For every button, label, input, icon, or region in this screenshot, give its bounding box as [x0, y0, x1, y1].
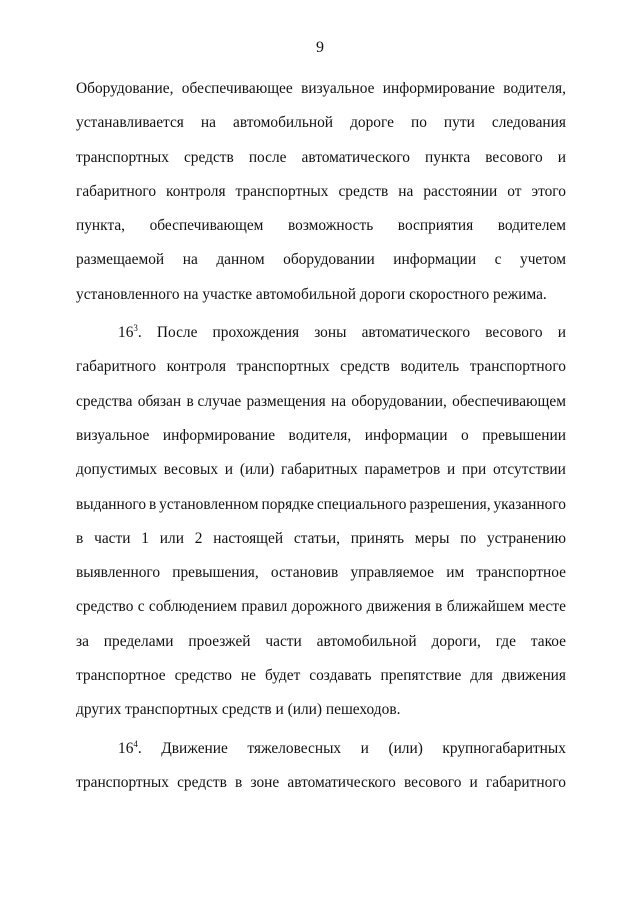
- text-line: [76, 385, 566, 419]
- word: устанавливается: [76, 114, 184, 132]
- word: движения: [501, 667, 566, 685]
- text-line: [76, 419, 566, 453]
- word: на: [182, 251, 198, 269]
- word: средств: [177, 773, 227, 791]
- paragraph-first-line: [76, 732, 566, 766]
- word: статьи,: [293, 529, 340, 547]
- word: крупногабаритных: [442, 739, 566, 757]
- word: информирование: [162, 426, 276, 444]
- word: в: [148, 495, 157, 513]
- paragraph-1: [76, 72, 566, 312]
- text-line-last: других транспортных средств и (или) пешеходов.: [76, 701, 401, 719]
- word: превышения,: [172, 564, 259, 582]
- word: не: [240, 667, 256, 685]
- word: параметров: [364, 461, 441, 479]
- word: средство: [174, 667, 232, 685]
- word: пункта,: [76, 217, 126, 235]
- word: выявленного: [76, 564, 161, 582]
- text-line: [76, 243, 566, 277]
- text-line: [76, 590, 566, 624]
- word: правил: [241, 598, 288, 616]
- word: автомобильной: [233, 114, 334, 132]
- text-line: [76, 659, 566, 693]
- word: порядке: [261, 495, 314, 513]
- word: оборудовании,: [351, 392, 447, 410]
- word: средств: [340, 358, 390, 376]
- word: автоматического: [287, 773, 396, 791]
- word: принять: [350, 529, 404, 547]
- word: отсутствии: [492, 461, 566, 479]
- word: в: [235, 773, 243, 791]
- word: или: [159, 529, 184, 547]
- word: информации: [393, 251, 477, 269]
- word: соблюдением: [148, 598, 237, 616]
- text-line: [76, 106, 566, 140]
- word: водителем: [497, 217, 566, 235]
- word: весового: [485, 148, 543, 166]
- text-line: [76, 72, 566, 106]
- word: пункта: [425, 148, 471, 166]
- text-line: [76, 350, 566, 384]
- text-line: [76, 522, 566, 556]
- word: в случае: [186, 392, 242, 410]
- text-line-last: установленного на участке автомобильной дороги скоростного режима.: [76, 285, 547, 303]
- word: о: [460, 426, 469, 444]
- page-number: 9: [316, 39, 324, 56]
- word: Оборудование,: [76, 80, 174, 97]
- word: размещаемой: [76, 251, 165, 269]
- word: транспортных: [76, 773, 169, 791]
- word: информирование: [382, 80, 495, 97]
- word: автомобильной: [316, 632, 417, 650]
- word: 1: [141, 529, 149, 547]
- word: установленном: [159, 495, 259, 513]
- word: обеспечивающем: [452, 392, 566, 410]
- word: обеспечивающем: [149, 217, 264, 235]
- word: на: [200, 114, 216, 132]
- word: им: [446, 564, 465, 582]
- word: превышении: [482, 426, 566, 444]
- word: на: [331, 392, 347, 410]
- word: габаритного: [485, 773, 566, 791]
- word: за: [76, 632, 89, 650]
- word: создавать: [309, 667, 372, 685]
- word: дорожного: [291, 598, 363, 616]
- word: автоматического: [361, 324, 471, 342]
- body-text: [76, 72, 566, 800]
- word: для: [470, 667, 493, 685]
- word: учетом: [520, 251, 566, 269]
- word: разрешения,: [409, 495, 491, 513]
- text-line: [76, 488, 566, 522]
- word: габаритных: [280, 461, 358, 479]
- text-line: [76, 141, 566, 175]
- word: транспортных: [76, 148, 169, 166]
- word: при: [462, 461, 487, 479]
- word: дороги,: [431, 632, 481, 650]
- word: и: [557, 324, 566, 342]
- word: управляемое: [350, 564, 435, 582]
- word: транспортного: [469, 358, 566, 376]
- word: транспортных: [236, 358, 330, 376]
- word: и: [469, 773, 478, 791]
- word: 2: [194, 529, 203, 547]
- word: этого: [531, 182, 566, 200]
- word: весовых: [163, 461, 219, 479]
- word: с: [137, 598, 145, 616]
- clause-number: $16^4$.: [118, 738, 142, 757]
- word: водителя,: [503, 80, 566, 97]
- word: тяжеловесных: [247, 739, 342, 757]
- text-line: [76, 209, 566, 243]
- word: проезжей: [188, 632, 251, 650]
- word: весового: [485, 324, 543, 342]
- word: и: [224, 461, 234, 479]
- text-line: [76, 625, 566, 659]
- word: возможность: [287, 217, 374, 235]
- word: средства: [76, 392, 133, 410]
- paragraph-16-3: [76, 316, 566, 728]
- word: части: [94, 529, 131, 547]
- word: контроля: [166, 182, 226, 200]
- word: обязан: [137, 392, 182, 410]
- word: настоящей: [213, 529, 284, 547]
- word: допустимых: [76, 461, 158, 479]
- word: габаритного: [76, 358, 157, 376]
- word: транспортное: [76, 667, 166, 685]
- word: средств: [338, 182, 389, 200]
- word: и: [360, 739, 369, 757]
- word: обеспечивающее: [181, 80, 293, 97]
- word: движения: [366, 598, 431, 616]
- word: расстоянии: [423, 182, 498, 200]
- word: в: [435, 598, 443, 616]
- paragraph-16-4: [76, 732, 566, 801]
- word: (или): [388, 739, 423, 757]
- word: и: [557, 148, 566, 166]
- word: средство: [76, 598, 134, 616]
- word: после: [248, 148, 287, 166]
- word: зоне: [250, 773, 280, 791]
- word: размещения: [246, 392, 326, 410]
- word: транспортное: [476, 564, 566, 582]
- word: пути: [443, 114, 475, 132]
- word: препятствие: [380, 667, 462, 685]
- word: прохождения: [212, 324, 300, 342]
- word: пределами: [103, 632, 174, 650]
- word: информации: [364, 426, 448, 444]
- text-line: [76, 175, 566, 209]
- word: Движение: [161, 739, 228, 757]
- word: меры: [414, 529, 450, 547]
- word: где: [495, 632, 516, 650]
- word: на: [398, 182, 414, 200]
- word: указанного: [493, 495, 566, 513]
- word: (или): [239, 461, 275, 479]
- word: с: [494, 251, 502, 269]
- word: будет: [264, 667, 301, 685]
- word: водителя,: [288, 426, 352, 444]
- word: остановив: [270, 564, 339, 582]
- word: месте: [528, 598, 566, 616]
- word: средств: [183, 148, 234, 166]
- word: устранению: [486, 529, 566, 547]
- word: контроля: [166, 358, 227, 376]
- word: данном: [216, 251, 265, 269]
- word: весового: [403, 773, 462, 791]
- text-line: [76, 453, 566, 487]
- paragraph-first-line: [76, 316, 566, 350]
- word: и: [447, 461, 456, 479]
- word: от: [507, 182, 522, 200]
- word: по: [410, 114, 427, 132]
- word: по: [460, 529, 477, 547]
- word: транспортных: [235, 182, 329, 200]
- word: оборудовании: [283, 251, 375, 269]
- word: выданного: [76, 495, 147, 513]
- word: специального: [316, 495, 407, 513]
- word: следования: [491, 114, 566, 132]
- word: габаритного: [76, 182, 157, 200]
- word: восприятия: [397, 217, 474, 235]
- word: зоны: [314, 324, 347, 342]
- word: визуальное: [301, 80, 375, 97]
- word: автоматического: [301, 148, 410, 166]
- word: визуальное: [76, 426, 150, 444]
- word: части: [265, 632, 302, 650]
- clause-number: $16^3$.: [118, 322, 142, 342]
- word: дороге: [350, 114, 394, 132]
- word: в: [76, 529, 84, 547]
- text-line: [76, 556, 566, 590]
- word: водитель: [400, 358, 460, 376]
- word: После: [156, 324, 198, 342]
- word: такое: [530, 632, 566, 650]
- text-line: [76, 766, 566, 800]
- word: ближайшем: [446, 598, 525, 616]
